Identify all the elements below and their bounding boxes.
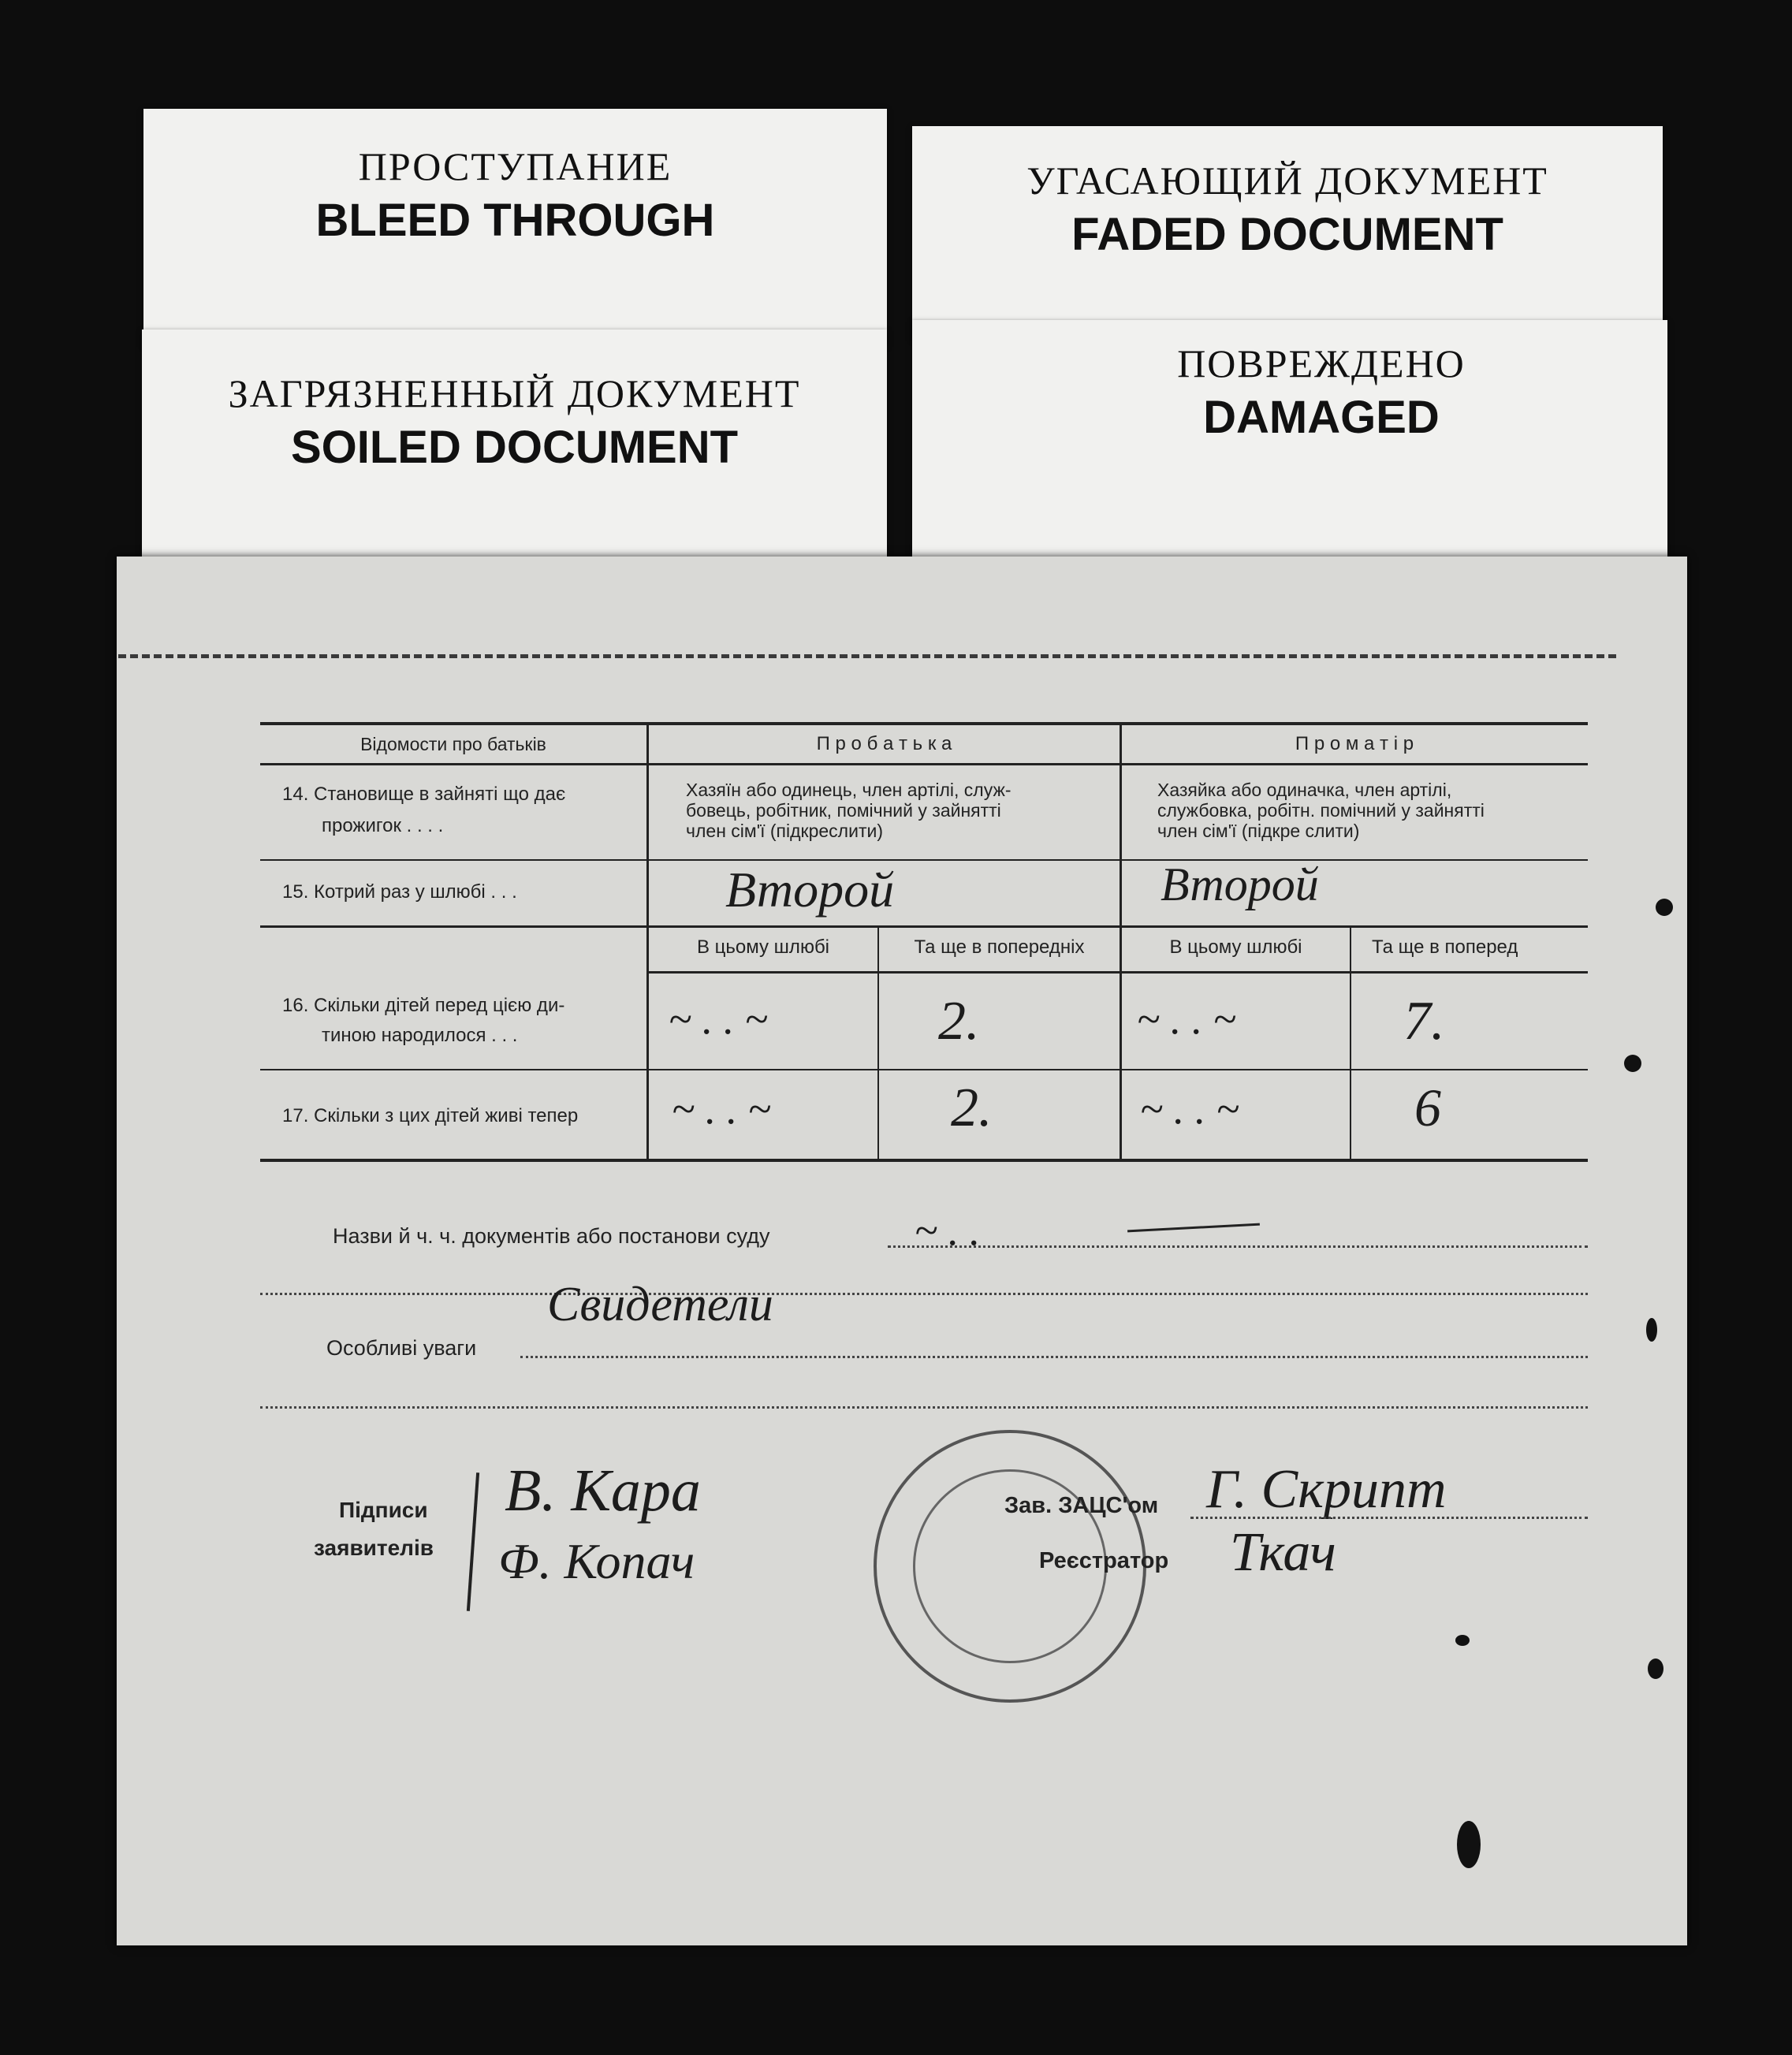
notes-dotted-line-2 [260, 1406, 1588, 1409]
row16-label-line1: 16. Скільки дітей перед цією ди- [282, 995, 565, 1016]
perforation-line [118, 654, 1616, 658]
table-rule [260, 1069, 1588, 1070]
row17-father-this: ~ . . ~ [672, 1085, 771, 1133]
damage-mark [1656, 899, 1673, 916]
card-en-text: BLEED THROUGH [315, 195, 715, 246]
faded-document-card [912, 126, 1663, 339]
row16-mother-prev: 7. [1403, 991, 1445, 1052]
table-rule [649, 971, 1588, 974]
documents-label: Назви й ч. ч. документів або постанови суду [333, 1224, 770, 1248]
head-zags-label: Зав. ЗАЦС'ом [1004, 1493, 1159, 1518]
notes-label: Особливі уваги [326, 1336, 477, 1360]
row14-label-line2: прожигок . . . . [322, 815, 444, 836]
row14-mother-line1: Хазяйка або одиначка, член артілі, [1157, 780, 1452, 800]
row14-mother-line3: член сім'ї (підкре слити) [1157, 821, 1360, 841]
documents-dotted-line-2 [260, 1293, 1588, 1295]
header-mother: П р о м а т і р [1295, 733, 1414, 754]
applicant-signature-1: В. Кара [505, 1457, 701, 1524]
row15-label: 15. Котрий раз у шлюбі . . . [282, 881, 517, 903]
row17-mother-prev: 6 [1414, 1078, 1441, 1137]
notes-dotted-line [520, 1356, 1588, 1358]
subheader-mother-prev: Та ще в поперед [1372, 936, 1518, 958]
header-father: П р о б а т ь к а [816, 733, 952, 754]
row14-father-line2: бовець, робітник, помічний у зайнятті [686, 800, 1001, 821]
head-zags-signature: Г. Скрипт [1206, 1459, 1447, 1520]
signatures-label-line1: Підписи [339, 1498, 428, 1522]
card-en-text: FADED DOCUMENT [1071, 209, 1503, 260]
row14-mother-line2: службовка, робітн. помічний у зайнятті [1157, 800, 1485, 821]
table-rule [260, 925, 1588, 928]
table-rule [260, 722, 1588, 725]
row16-father-this: ~ . . ~ [669, 996, 768, 1043]
row16-father-prev: 2. [938, 991, 980, 1052]
row15-mother-handwriting: Второй [1161, 858, 1319, 910]
signatures-label-line2: заявителів [314, 1536, 434, 1560]
table-rule [260, 1159, 1588, 1162]
damage-mark [1455, 1635, 1470, 1646]
soiled-document-card [142, 329, 887, 566]
header-parents-info: Відомости про батьків [360, 734, 546, 754]
row14-father-line3: член сім'ї (підкреслити) [686, 821, 883, 841]
card-en-text: DAMAGED [1203, 392, 1440, 443]
row14-label-line1: 14. Становище в зайняті що дає [282, 784, 566, 805]
card-ru-text: УГАСАЮЩИЙ ДОКУМЕНТ [1026, 158, 1548, 203]
card-ru-text: ПРОСТУПАНИЕ [358, 144, 672, 188]
table-rule [260, 763, 1588, 765]
row17-label: 17. Скільки з цих дітей живі тепер [282, 1105, 579, 1126]
head-zags-dotted-line [1190, 1517, 1588, 1519]
row17-father-prev: 2. [951, 1078, 993, 1138]
bleed-through-card [143, 109, 887, 345]
row16-mother-this: ~ . . ~ [1137, 996, 1236, 1043]
card-ru-text: ЗАГРЯЗНЕННЫЙ ДОКУМЕНТ [228, 371, 801, 415]
punch-hole [1457, 1821, 1481, 1868]
subheader-mother-this: В цьому шлюбі [1169, 936, 1302, 958]
applicant-signature-2: Ф. Копач [498, 1533, 695, 1589]
damage-mark [1624, 1055, 1641, 1072]
damage-mark [1646, 1318, 1657, 1342]
table-column-rule [877, 925, 879, 1160]
row16-label-line2: тиною народилося . . . [322, 1025, 518, 1046]
damage-mark [1648, 1659, 1663, 1679]
card-en-text: SOILED DOCUMENT [290, 422, 739, 473]
table-column-rule [1350, 925, 1351, 1160]
documents-dotted-line [888, 1245, 1588, 1248]
registrar-signature: Ткач [1230, 1522, 1336, 1583]
subheader-father-prev: Та ще в попередніх [914, 936, 1085, 958]
registrar-label: Реєстратор [1039, 1548, 1169, 1573]
notes-handwriting: Свидетели [547, 1278, 773, 1331]
card-ru-text: ПОВРЕЖДЕНО [1177, 341, 1466, 385]
row17-mother-this: ~ . . ~ [1140, 1085, 1239, 1133]
documents-handwriting: ~ . . [915, 1207, 981, 1254]
table-rule [260, 859, 1588, 861]
row15-father-handwriting: Второй [725, 862, 895, 918]
row14-father-line1: Хазяїн або одинець, член артілі, служ- [686, 780, 1011, 800]
subheader-father-this: В цьому шлюбі [696, 936, 830, 958]
damaged-card [912, 320, 1667, 564]
